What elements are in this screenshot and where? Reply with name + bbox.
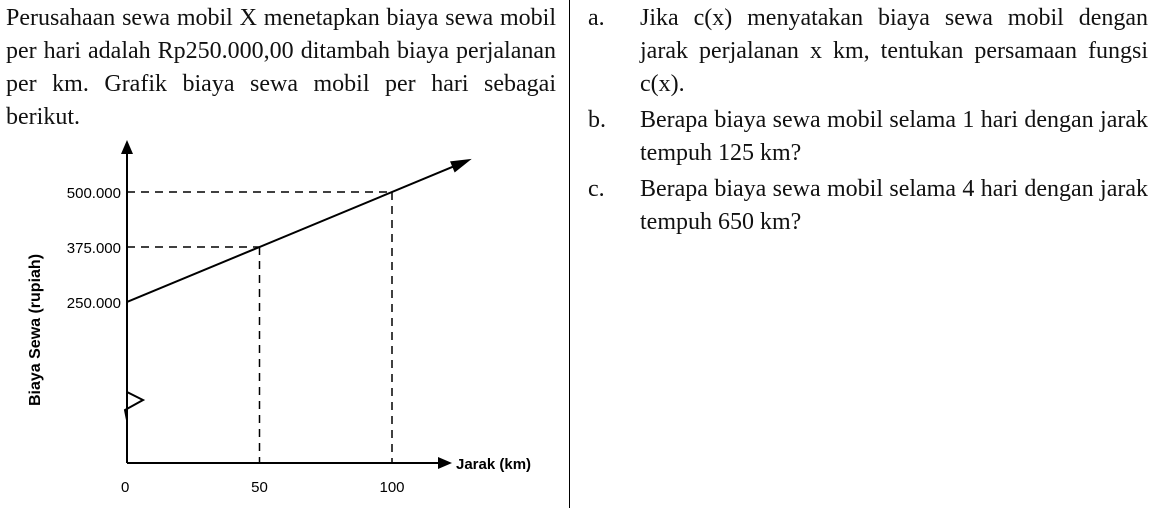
- question-letter: a.: [588, 5, 605, 31]
- x-axis-label: Jarak (km): [456, 456, 532, 473]
- series-line: [127, 161, 466, 302]
- problem-panel: [0, 0, 570, 508]
- y-axis-label: Biaya Sewa (rupiah): [27, 253, 44, 407]
- question-b: [588, 104, 1148, 170]
- question-text: Berapa biaya sewa mobil selama 4 hari dengan jarak tempuh 650 km?: [640, 176, 1148, 235]
- problem-intro: Perusahaan sewa mobil X menetapkan biaya sewa mobil per hari adalah Rp250.000,00 ditambah biaya perjalanan per km. Grafik biaya sewa mobil per hari sebagai berikut.: [6, 5, 556, 130]
- column-divider: [569, 0, 570, 508]
- y-tick-label: 250.000: [66, 295, 121, 312]
- y-tick-label: 500.000: [66, 185, 121, 202]
- question-a: [588, 2, 1148, 101]
- x-tick-label: 100: [379, 479, 405, 496]
- x-axis-arrow: [438, 457, 452, 469]
- y-axis-arrow: [121, 140, 133, 154]
- x-tick-label: 0: [121, 479, 130, 496]
- cost-chart: [0, 130, 560, 505]
- y-axis-break: [125, 378, 143, 463]
- series-arrow: [450, 159, 472, 173]
- y-tick-label: 375.000: [66, 240, 121, 257]
- x-tick-label: 50: [251, 479, 268, 496]
- question-c: [588, 173, 1148, 239]
- question-letter: b.: [588, 107, 606, 133]
- question-text: Jika c(x) menyatakan biaya sewa mobil dengan jarak perjalanan x km, tentukan persamaan fungsi c(x).: [640, 5, 1148, 97]
- question-text: Berapa biaya sewa mobil selama 1 hari dengan jarak tempuh 125 km?: [640, 107, 1148, 166]
- questions-panel: [588, 2, 1148, 242]
- question-letter: c.: [588, 176, 605, 202]
